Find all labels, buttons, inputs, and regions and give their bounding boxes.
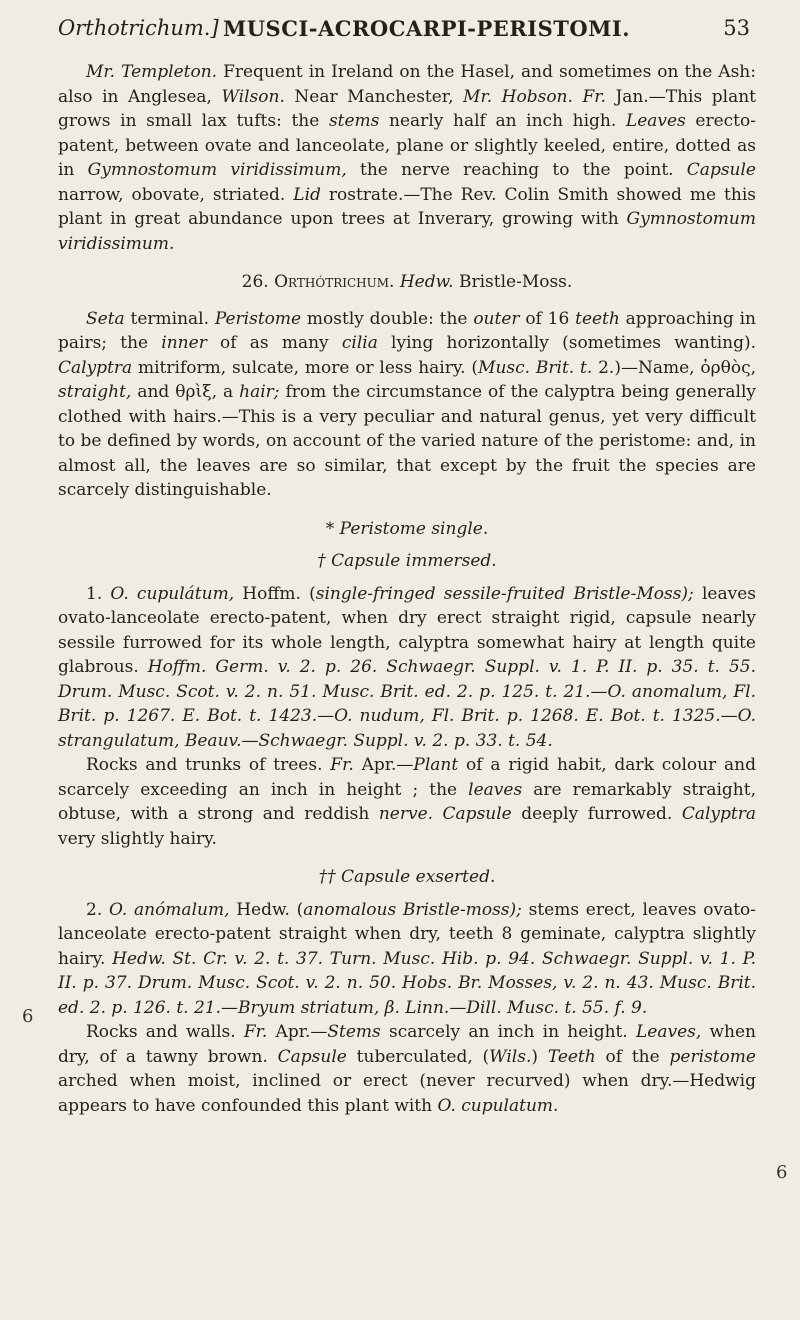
section-heading-capsule-exserted: †† Capsule exserted.: [318, 867, 496, 887]
running-head-title: MUSCI-ACROCARPI-PERISTOMI.: [223, 16, 631, 41]
species-1-entry: 1. O. cupulátum, Hoffm. (single-fringed sessile-fruited Bristle-Moss); leaves ovato-lanceolate erecto-patent, when dry erect straight rigid, capsule nearly sessile furrowed for its whole length, calyptra somewhat hairy at length quite glabrous. Hoffm. Germ. v. 2. p. 26. Schwaegr. Suppl. v. 1. P. II. p. 35. t. 55. Drum. Musc. Scot. v. 2. n. 51. Musc. Brit. ed. 2. p. 125. t. 21.—O. anomalum, Fl. Brit. p. 1267. E. Bot. t. 1423.—O. nudum, Fl. Brit. p. 1268. E. Bot. t. 1325.—O. strangulatum, Beauv.—Schwaegr. Suppl. v. 2. p. 33. t. 54.: [58, 583, 757, 751]
genus-description: Seta terminal. Peristome mostly double: the outer of 16 teeth approaching in pairs; the inner of as many cilia lying horizontally (sometimes wanting). Calyptra mitriform, sulcate, more or less hairy. (Musc. Brit. t. 2.)—Name, ὀρθὸς, straight, and θρὶξ, a hair; from the circumstance of the calyptra being generally clothed with hairs.—This is a very peculiar and natural genus, yet very difficult to be defined by words, on account of the varied nature of the peristome: and, in almost all, the leaves are so similar, that except by the fruit the species are scarcely distinguishable.: [58, 308, 757, 500]
genus-heading: 26. Orthótrichum. Hedw. Bristle-Moss.: [241, 272, 573, 292]
margin-note-right: 6: [776, 1162, 788, 1183]
running-head: [58, 16, 756, 46]
body-text: [58, 60, 756, 1118]
page-number: 53: [723, 16, 750, 40]
species-2-notes: Rocks and walls. Fr. Apr.—Stems scarcely an inch in height. Leaves, when dry, of a tawny brown. Capsule tuberculated, (Wils.) Teeth of the peristome arched when moist, inclined or erect (never recurved) when dry.—Hedwig appears to have confounded this plant with O. cupulatum.: [58, 1022, 756, 1116]
species-2-entry: 2. O. anómalum, Hedw. (anomalous Bristle-moss); stems erect, leaves ovato-lanceolate erecto-patent straight when dry, teeth 8 geminate, calyptra slightly hairy. Hedw. St. Cr. v. 2. t. 37. Turn. Musc. Hib. p. 94. Schwaegr. Suppl. v. 1. P. II. p. 37. Drum. Musc. Scot. v. 2. n. 50. Hobs. Br. Mosses, v. 2. n. 43. Musc. Brit. ed. 2. p. 126. t. 21.—Bryum striatum, β. Linn.—Dill. Musc. t. 55. f. 9.: [58, 899, 757, 1018]
section-heading-peristome-single: * Peristome single.: [325, 518, 489, 539]
margin-note-left: 6: [22, 1006, 34, 1027]
paragraph-templeton: Mr. Templeton. Frequent in Ireland on the Hasel, and sometimes on the Ash: also in Anglesea, Wilson. Near Manchester, Mr. Hobson. Fr. Jan.—This plant grows in small lax tufts: the stems nearly half an inch high. Leaves erecto-patent, between ovate and lanceolate, plane or slightly keeled, entire, dotted as in Gymnostomum viridissimum, the nerve reaching to the point. Capsule narrow, obovate, striated. Lid rostrate.—The Rev. Colin Smith showed me this plant in great abundance upon trees at Inverary, growing with Gymnostomum viridissimum.: [58, 62, 757, 254]
running-head-left: Orthotrichum.]: [58, 16, 219, 40]
section-heading-capsule-immersed: † Capsule immersed.: [317, 551, 497, 571]
species-1-notes: Rocks and trunks of trees. Fr. Apr.—Plant of a rigid habit, dark colour and scarcely exceeding an inch in height ; the leaves are remarkably straight, obtuse, with a strong and reddish nerve. Capsule deeply furrowed. Calyptra very slightly hairy.: [58, 755, 757, 849]
